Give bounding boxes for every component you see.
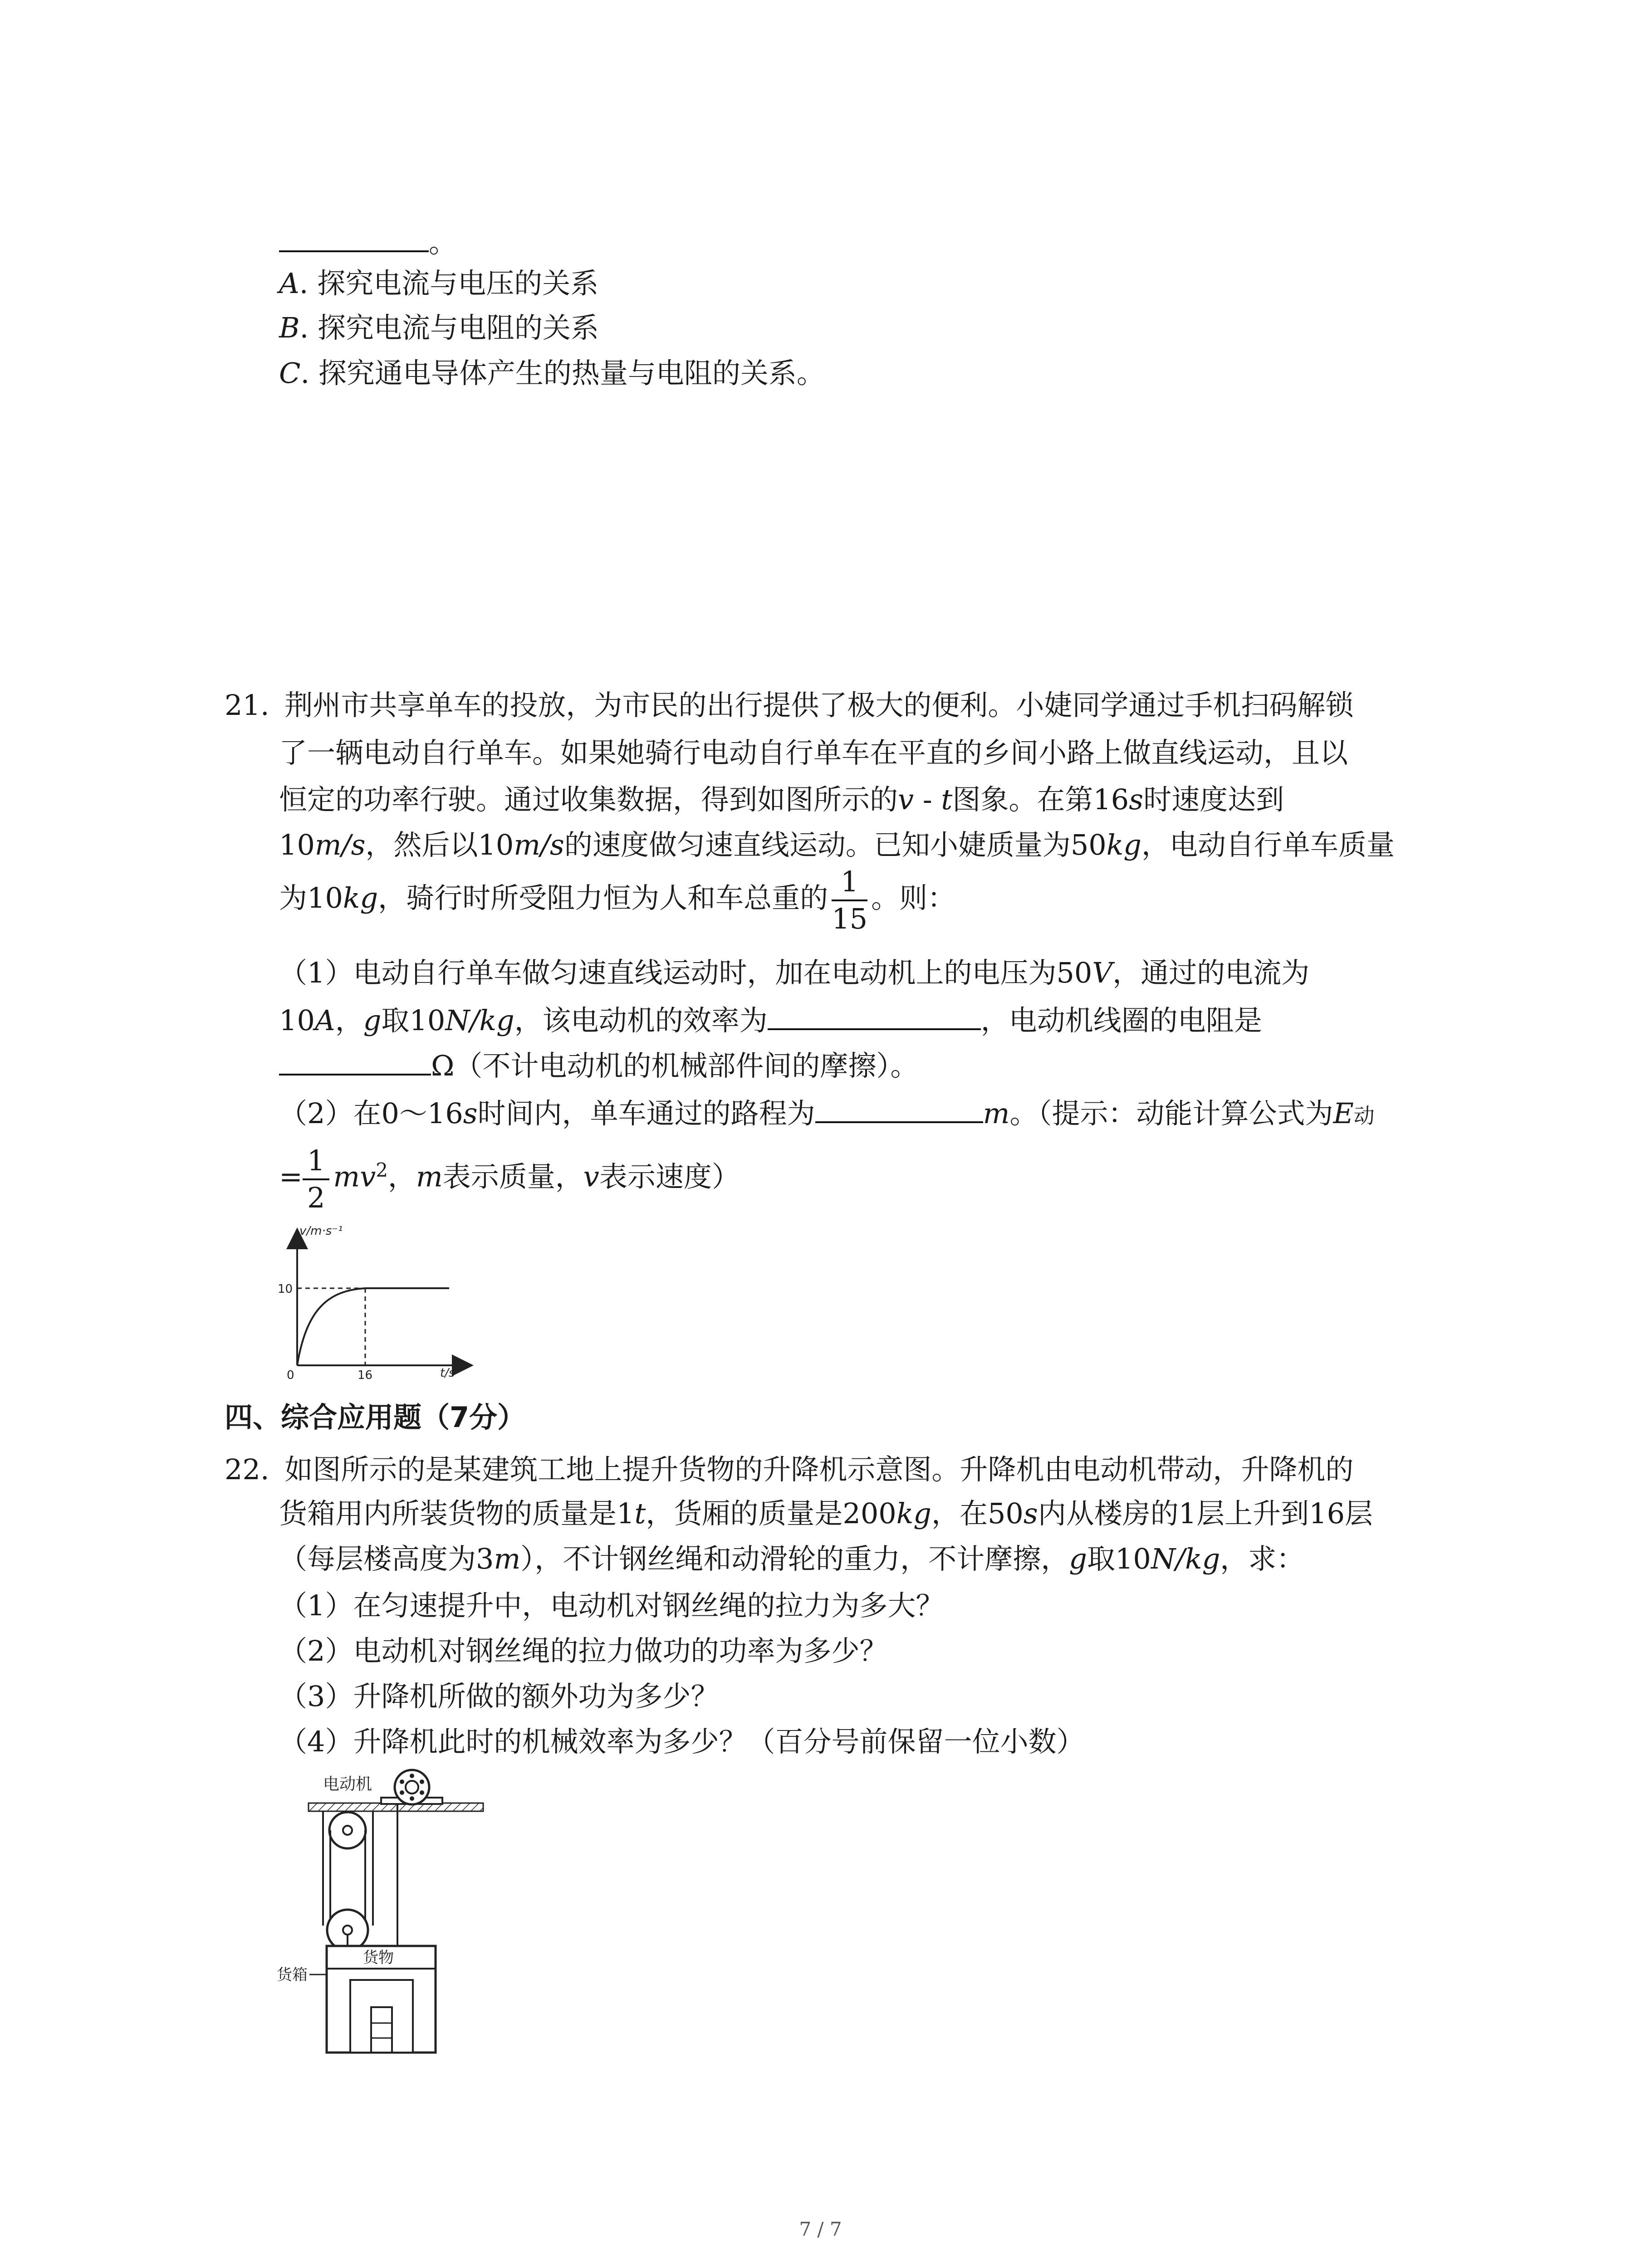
q21-line-2: 了一辆电动自行单车。如果她骑行电动自行单车在平直的乡间小路上做直线运动，且以 — [279, 736, 1348, 769]
y-axis-label: v/m·s⁻¹ — [299, 1225, 343, 1238]
q22-sub-1: （1）在匀速提升中，电动机对钢丝绳的拉力为多大？ — [279, 1589, 944, 1622]
section-heading: 四、综合应用题（7分） — [225, 1401, 526, 1434]
q21-part2-line-2: = $\frac{1}{2}$ $mv^2$，m表示质量，v表示速度） — [279, 1134, 740, 1216]
x-axis-label: t/s — [440, 1366, 455, 1379]
cargo-label: 货物 — [363, 1949, 394, 1967]
answer-blank[interactable] — [815, 1093, 983, 1123]
answer-blank[interactable] — [768, 1000, 981, 1030]
box-label: 货箱 — [277, 1966, 308, 1984]
movable-pulley-icon — [327, 1910, 368, 1950]
q21-part1-line-1: （1）电动自行单车做匀速直线运动时，加在电动机上的电压为50V，通过的电流为 — [279, 956, 1310, 989]
fraction: $\frac{1}{15}$ — [832, 865, 868, 935]
q22-sub-4: （4）升降机此时的机械效率为多少？（百分号前保留一位小数） — [279, 1725, 1085, 1758]
x-tick-label: 16 — [358, 1369, 373, 1379]
y-tick-label: 10 — [278, 1282, 293, 1296]
question-number: 22. — [225, 1453, 269, 1486]
answer-blank[interactable] — [279, 1046, 431, 1075]
q21-part1-line-3: Ω（不计电动机的机械部件间的摩擦）。 — [279, 1046, 918, 1084]
q22-sub-3: （3）升降机所做的额外功为多少？ — [279, 1680, 719, 1713]
q20-blank-line: 。 — [279, 222, 457, 261]
q20-option-a: A. 探究电流与电压的关系 — [279, 267, 599, 300]
q22-sub-2: （2）电动机对钢丝绳的拉力做功的功率为多少？ — [279, 1634, 888, 1667]
q21-part2-line-1: （2）在0～16s时间内，单车通过的路程为 m。（提示：动能计算公式为E动 — [279, 1093, 1375, 1134]
answer-blank[interactable] — [279, 222, 429, 252]
page-number: 7 / 7 — [799, 2218, 842, 2240]
q20-option-c: C. 探究通电导体产生的热量与电阻的关系。 — [279, 357, 825, 390]
elevator-diagram — [272, 1767, 499, 2057]
q21-part1-line-2: 10A，g取10N/kg，该电动机的效率为 ，电动机线圈的电阻是 — [279, 1000, 1262, 1039]
question-number: 21. — [225, 689, 269, 722]
q21-line-3: 恒定的功率行驶。通过收集数据，得到如图所示的v - t图象。在第16s时速度达到 — [279, 783, 1284, 816]
q20-option-b: B. 探究电流与电阻的关系 — [279, 311, 599, 344]
q21-line-4: 10m/s，然后以10m/s的速度做匀速直线运动。已知小婕质量为50kg，电动自行单车质量 — [279, 828, 1395, 861]
fixed-pulley-icon — [329, 1811, 366, 1848]
motor-label: 电动机 — [323, 1775, 372, 1794]
q22-line-1: 22. 如图所示的是某建筑工地上提升货物的升降机示意图。升降机由电动机带动，升降机的 — [225, 1453, 1354, 1486]
q22-line-2: 货箱用内所装货物的质量是1t，货厢的质量是200kg，在50s内从楼房的1层上升到16层 — [279, 1497, 1373, 1530]
origin-label: 0 — [287, 1369, 294, 1379]
velocity-curve — [297, 1288, 365, 1365]
motor-icon — [395, 1770, 429, 1804]
q21-line-5: 为10kg，骑行时所受阻力恒为人和车总重的 $\frac{1}{15}$ 。则： — [279, 862, 955, 937]
q22-line-3: （每层楼高度为3m），不计钢丝绳和动滑轮的重力，不计摩擦，g取10N/kg，求： — [279, 1542, 1305, 1575]
q21-line-1: 21. 荆州市共享单车的投放，为市民的出行提供了极大的便利。小婕同学通过手机扫码解锁 — [225, 689, 1354, 722]
velocity-time-graph — [268, 1225, 504, 1379]
fraction: $\frac{1}{2}$ — [303, 1143, 329, 1216]
